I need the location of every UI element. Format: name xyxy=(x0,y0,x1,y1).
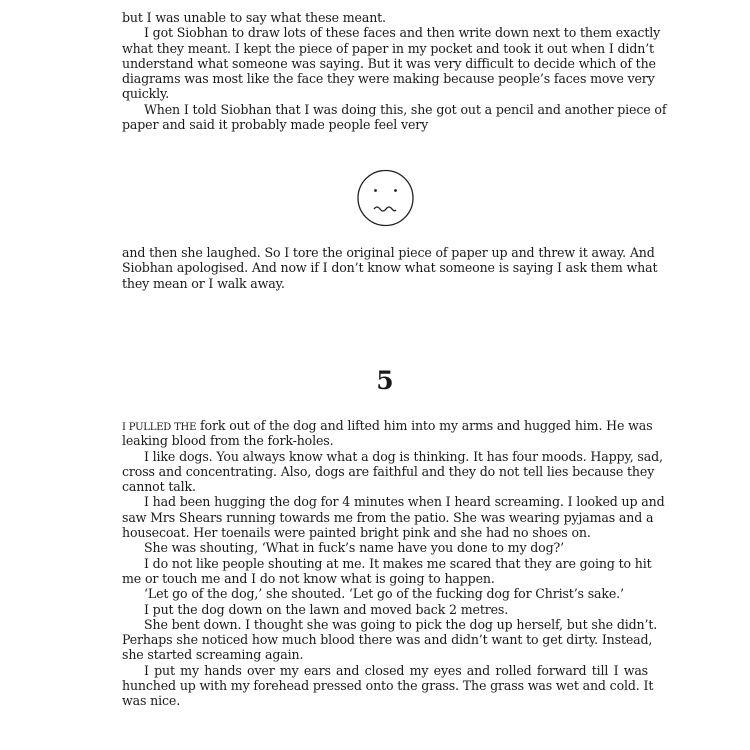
text-line: cannot talk. xyxy=(122,479,196,495)
text-line: hunched up with my forehead pressed onto the grass. The grass was wet and cold. It xyxy=(122,678,654,694)
text-line: she started screaming again. xyxy=(122,647,304,663)
chapter-number: 5 xyxy=(376,366,394,395)
worried-face-icon xyxy=(356,168,416,230)
text-line: I do not like people shouting at me. It makes me scared that they are going to hit xyxy=(144,555,652,571)
text-line: I put my hands over my ears and closed my eyes and rolled forward till I was xyxy=(144,662,648,678)
text-line: but I was unable to say what these meant. xyxy=(122,10,386,25)
text-block-intro xyxy=(122,10,667,133)
text-line-content: fork out of the dog and lifted him into my arms and hugged him. He was xyxy=(196,418,653,433)
text-line: When I told Siobhan that I was doing this, she got out a pencil and another piece of xyxy=(144,101,667,117)
text-block-chapter-5 xyxy=(122,418,665,709)
chapter-opening-smallcaps: I PULLED THE xyxy=(122,422,197,433)
text-block-after-face xyxy=(122,245,658,291)
text-line: housecoat. Her toenails were painted bright pink and she had no shoes on. xyxy=(122,525,591,541)
text-line: saw Mrs Shears running towards me from the patio. She was wearing pyjamas and a xyxy=(122,509,654,525)
text-line: cross and concentrating. Also, dogs are faithful and they do not tell lies because they xyxy=(122,463,655,479)
text-line: leaking blood from the fork-holes. xyxy=(122,433,334,449)
text-line: I like dogs. You always know what a dog is thinking. It has four moods. Happy, sad, xyxy=(144,448,663,464)
text-line: Siobhan apologised. And now if I don’t know what someone is saying I ask them what xyxy=(122,260,658,276)
text-line: and then she laughed. So I tore the original piece of paper up and threw it away. And xyxy=(122,245,655,260)
text-line: paper and said it probably made people feel very xyxy=(122,117,429,133)
text-line: was nice. xyxy=(122,693,181,709)
text-line: understand what someone was saying. But it was very difficult to decide which of the xyxy=(122,55,656,71)
text-line: I put the dog down on the lawn and moved back 2 metres. xyxy=(144,601,509,617)
text-line: She bent down. I thought she was going to pick the dog up herself, but she didn’t. xyxy=(144,616,658,632)
text-line: I had been hugging the dog for 4 minutes when I heard screaming. I looked up and xyxy=(144,494,665,510)
text-line xyxy=(122,418,653,433)
text-line: me or touch me and I do not know what is going to happen. xyxy=(122,570,495,586)
text-line: I got Siobhan to draw lots of these faces and then write down next to them exactly xyxy=(144,25,661,41)
text-line: ‘Let go of the dog,’ she shouted. ‘Let go of the fucking dog for Christ’s sake.’ xyxy=(144,586,624,602)
text-line: She was shouting, ‘What in fuck’s name have you done to my dog?’ xyxy=(144,540,564,556)
text-line: quickly. xyxy=(122,86,170,102)
text-line: they mean or I walk away. xyxy=(122,275,285,291)
text-line: diagrams was most like the face they were making because people’s faces move very xyxy=(122,71,655,87)
text-line: Perhaps she noticed how much blood there was and didn’t want to get dirty. Instead, xyxy=(122,632,653,648)
text-line: what they meant. I kept the piece of paper in my pocket and took it out when I didn’t xyxy=(122,40,654,56)
